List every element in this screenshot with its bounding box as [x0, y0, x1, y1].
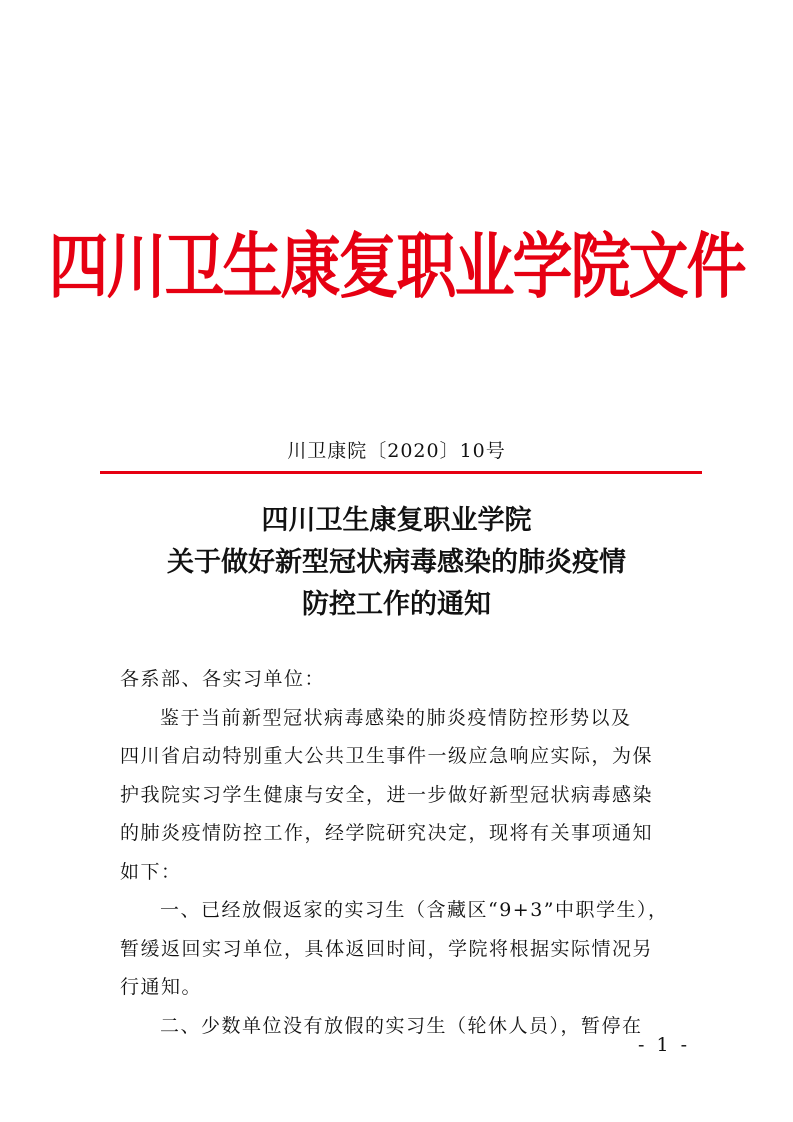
notice-title-line: 四川卫生康复职业学院 [261, 505, 532, 536]
body-line: 如下： [120, 860, 182, 883]
body-line: 鉴于当前新型冠状病毒感染的肺炎疫情防控形势以及 [160, 706, 632, 729]
document-number: 川卫康院〔2020〕10号 [287, 440, 506, 462]
salutation: 各系部、各实习单位： [120, 668, 326, 690]
notice-title-line: 防控工作的通知 [302, 589, 491, 620]
body-line: 护我院实习学生健康与安全，进一步做好新型冠状病毒感染 [120, 783, 654, 806]
red-divider-line [100, 471, 702, 474]
body-line: 行通知。 [120, 976, 203, 998]
notice-title [0, 500, 793, 626]
body-line: 的肺炎疫情防控工作，经学院研究决定，现将有关事项通知 [120, 822, 654, 844]
body-line: 暂缓返回实习单位，具体返回时间，学院将根据实际情况另 [120, 937, 654, 960]
body-line: 二、少数单位没有放假的实习生（轮休人员），暂停在 [160, 1014, 643, 1037]
body-line: 四川省启动特别重大公共卫生事件一级应急响应实际，为保 [120, 745, 654, 767]
document-header-title: 四川卫生康复职业学院文件 [48, 225, 745, 309]
notice-body [120, 660, 680, 1045]
page-number: - 1 - [637, 1034, 690, 1056]
body-line: 一、已经放假返家的实习生（含藏区“9+3”中职学生）， [160, 899, 669, 921]
notice-title-line: 关于做好新型冠状病毒感染的肺炎疫情 [167, 547, 626, 578]
